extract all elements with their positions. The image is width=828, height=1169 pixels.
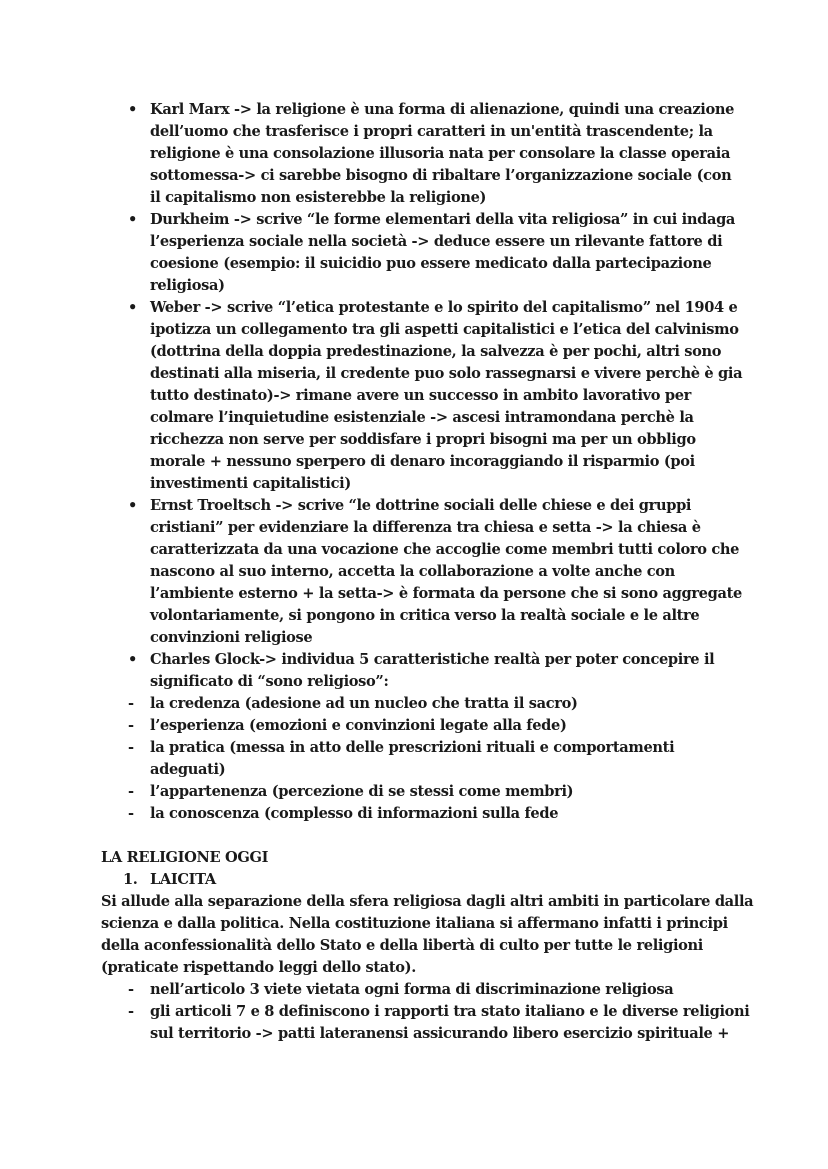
dash-icon: - (128, 695, 134, 712)
text-line: ipotizza un collegamento tra gli aspetti capitalistici e l’etica del calvinismo (150, 321, 739, 338)
text-line: coesione (esempio: il suicidio puo essere medicato dalla partecipazione (150, 255, 712, 272)
list-item (101, 693, 741, 715)
bullet-icon: • (128, 211, 137, 228)
text-line: l’esperienza sociale nella società -> deduce essere un rilevante fattore di (150, 233, 723, 250)
text-line: colmare l’inquietudine esistenziale -> ascesi intramondana perchè la (150, 409, 694, 426)
text-line: caratterizzata da una vocazione che accoglie come membri tutti coloro che (150, 541, 740, 558)
text-line: tutto destinato)-> rimane avere un successo in ambito lavorativo per (150, 387, 692, 404)
list-item (101, 495, 741, 649)
list-item (101, 803, 741, 825)
text-line: significato di “sono religioso”: (150, 673, 389, 690)
text-line: nell’articolo 3 viete vietata ogni forma di discriminazione religiosa (150, 981, 674, 998)
text-line: Charles Glock-> individua 5 caratteristiche realtà per poter concepire il (150, 651, 715, 668)
list-item (101, 715, 741, 737)
text-line: Karl Marx -> la religione è una forma di alienazione, quindi una creazione (150, 101, 735, 118)
text-line: scienza e dalla politica. Nella costituzione italiana si affermano infatti i principi (101, 915, 728, 932)
text-line: nascono al suo interno, accetta la collaborazione a volte anche con (150, 563, 675, 580)
list-item (101, 1001, 750, 1045)
text-line: la conoscenza (complesso di informazioni sulla fede (150, 805, 559, 822)
subheading-text: LAICITA (150, 871, 216, 888)
dash-icon: - (128, 981, 134, 998)
text-line: morale + nessuno sperpero di denaro incoraggiando il risparmio (poi (150, 453, 695, 470)
text-line: Durkheim -> scrive “le forme elementari della vita religiosa” in cui indaga (150, 211, 736, 228)
dash-list (101, 979, 750, 1045)
text-line: investimenti capitalistici) (150, 475, 351, 492)
text-line: cristiani” per evidenziare la differenza tra chiesa e setta -> la chiesa è (150, 519, 701, 536)
dash-icon: - (128, 739, 134, 756)
text-line: il capitalismo non esisterebbe la religione) (150, 189, 487, 206)
bullet-icon: • (128, 651, 137, 668)
text-line: religiosa) (150, 277, 225, 294)
dash-icon: - (128, 717, 134, 734)
dash-icon: - (128, 1003, 134, 1020)
bullet-icon: • (128, 299, 137, 316)
text-line: (dottrina della doppia predestinazione, la salvezza è per pochi, altri sono (150, 343, 722, 360)
list-item (101, 979, 741, 1001)
text-line: la credenza (adesione ad un nucleo che tratta il sacro) (150, 695, 578, 712)
text-line: della aconfessionalità dello Stato e della libertà di culto per tutte le religioni (101, 937, 704, 954)
text-line: Ernst Troeltsch -> scrive “le dottrine sociali delle chiese e dei gruppi (150, 497, 692, 514)
list-item (101, 781, 741, 803)
text-line: Weber -> scrive “l’etica protestante e lo spirito del capitalismo” nel 1904 e (150, 299, 738, 316)
list-item (101, 737, 741, 781)
text-line: convinzioni religiose (150, 629, 313, 646)
text-line: ricchezza non serve per soddisfare i propri bisogni ma per un obbligo (150, 431, 696, 448)
list-item (101, 209, 741, 297)
text-line: dell’uomo che trasferisce i propri caratteri in un'entità trascendente; la (150, 123, 713, 140)
spacer (101, 825, 741, 847)
dash-icon: - (128, 805, 134, 822)
text-line: l’ambiente esterno + la setta-> è formata da persone che si sono aggregate (150, 585, 742, 602)
document-page (101, 99, 754, 1045)
text-line: volontariamente, si pongono in critica verso la realtà sociale e le altre (150, 607, 700, 624)
text-line: la pratica (messa in atto delle prescrizioni rituali e comportamenti (150, 739, 675, 756)
list-item (101, 649, 741, 693)
text-line: (praticate rispettando leggi dello stato). (101, 959, 416, 976)
text-line: sul territorio -> patti lateranensi assicurando libero esercizio spirituale + (150, 1025, 730, 1042)
text-line: adeguati) (150, 761, 226, 778)
dash-icon: - (128, 783, 134, 800)
list-number: 1. (123, 871, 138, 888)
paragraph (101, 891, 754, 979)
text-line: Si allude alla separazione della sfera religiosa dagli altri ambiti in particolare dalla (101, 893, 754, 910)
text-line: gli articoli 7 e 8 definiscono i rapporti tra stato italiano e le diverse religioni (150, 1003, 750, 1020)
bullet-icon: • (128, 101, 137, 118)
numbered-subheading (101, 869, 741, 891)
list-item (101, 297, 741, 495)
list-item (101, 99, 741, 209)
text-line: sottomessa-> ci sarebbe bisogno di ribaltare l’organizzazione sociale (con (150, 167, 732, 184)
text-line: religione è una consolazione illusoria nata per consolare la classe operaia (150, 145, 731, 162)
text-line: l’esperienza (emozioni e convinzioni legate alla fede) (150, 717, 567, 734)
text-line: l’appartenenza (percezione di se stessi come membri) (150, 783, 574, 800)
text-line: destinati alla miseria, il credente puo solo rassegnarsi e vivere perchè è gia (150, 365, 743, 382)
bullet-icon: • (128, 497, 137, 514)
bullet-list (101, 99, 741, 825)
section-heading: LA RELIGIONE OGGI (101, 849, 269, 866)
